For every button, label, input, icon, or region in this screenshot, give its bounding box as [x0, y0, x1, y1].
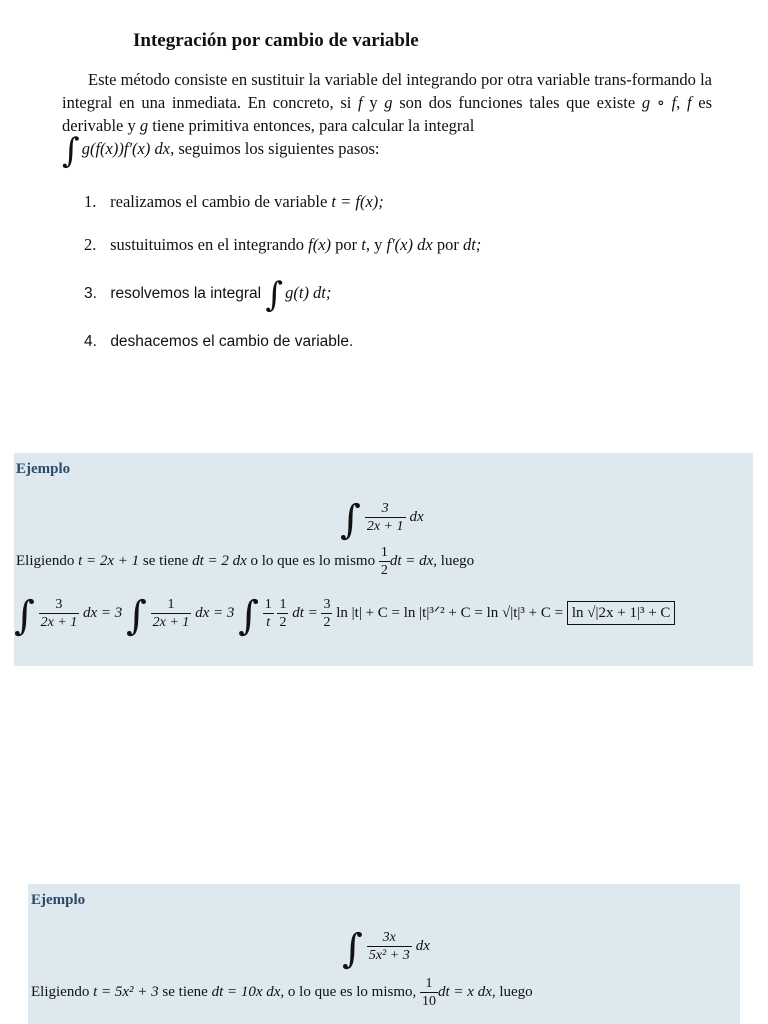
integral-sign-icon: ∫	[342, 926, 363, 972]
example-box-2	[28, 884, 740, 1024]
step-2: 2. sustuituimos en el integrando f(x) por t, y f′(x) dx por dt;	[84, 235, 482, 254]
step-1: 1. realizamos el cambio de variable t = f(x);	[84, 192, 384, 211]
step-4: 4. deshacemos el cambio de variable.	[84, 333, 354, 350]
boxed-result: ln √|2x + 1|³ + C	[567, 601, 676, 625]
page-title: Integración por cambio de variable	[133, 30, 419, 51]
integral-sign-icon: ∫	[126, 593, 147, 639]
example-heading: Ejemplo	[31, 892, 86, 908]
integral-sign-icon: ∫	[62, 131, 80, 171]
integral-sign-icon: ∫	[238, 593, 259, 639]
example1-substitution: Eligiendo t = 2x + 1 se tiene dt = 2 dx o lo que es lo mismo $\frac{1}{2}$ dt = dx, luego	[16, 545, 475, 578]
integral-sign-icon: ∫	[14, 593, 35, 639]
integral-sign-icon: ∫	[265, 275, 284, 315]
example2-substitution: Eligiendo t = 5x² + 3 se tiene dt = 10x dx, o lo que es lo mismo, $\frac{1}{10}$ dt = x dx, luego	[31, 976, 533, 1009]
example1-integral: ∫ $\frac{3}{2x + 1}$ dx	[340, 497, 424, 543]
example1-solution: ∫ $\frac{3}{2x + 1}$ dx = 3 ∫ $\frac{1}{2x + 1}$ dx = 3 ∫ $\frac{1}{t}$ $\frac{1}{2}$ dt = $\frac{3}{2}$ ln |t| + C = ln |t|³ᐟ² + C = ln √|t|³ + C = ln √|2x + 1|³ + C	[14, 593, 675, 639]
intro-paragraph: Este método consiste en sustituir la variable del integrando por otra variable trans-formando la integral en una inmediata. En concreto, si f y g son dos funciones tales que existe g ∘ f, f es derivable y g tiene primitiva entonces, para calcular la integral ∫ g(f(x))f′(x) dx, seguimos los siguientes pasos:	[62, 70, 712, 171]
integral-sign-icon: ∫	[340, 497, 361, 543]
example-box-1	[14, 453, 753, 666]
example-heading: Ejemplo	[16, 461, 71, 477]
intro-integral: g(f(x))f′(x) dx	[81, 139, 171, 158]
example2-integral: ∫ $\frac{3x}{\text{5x² + 3}}$ dx	[342, 926, 430, 972]
step-3: 3. resolvemos la integral ∫ g(t) dt;	[84, 275, 332, 315]
